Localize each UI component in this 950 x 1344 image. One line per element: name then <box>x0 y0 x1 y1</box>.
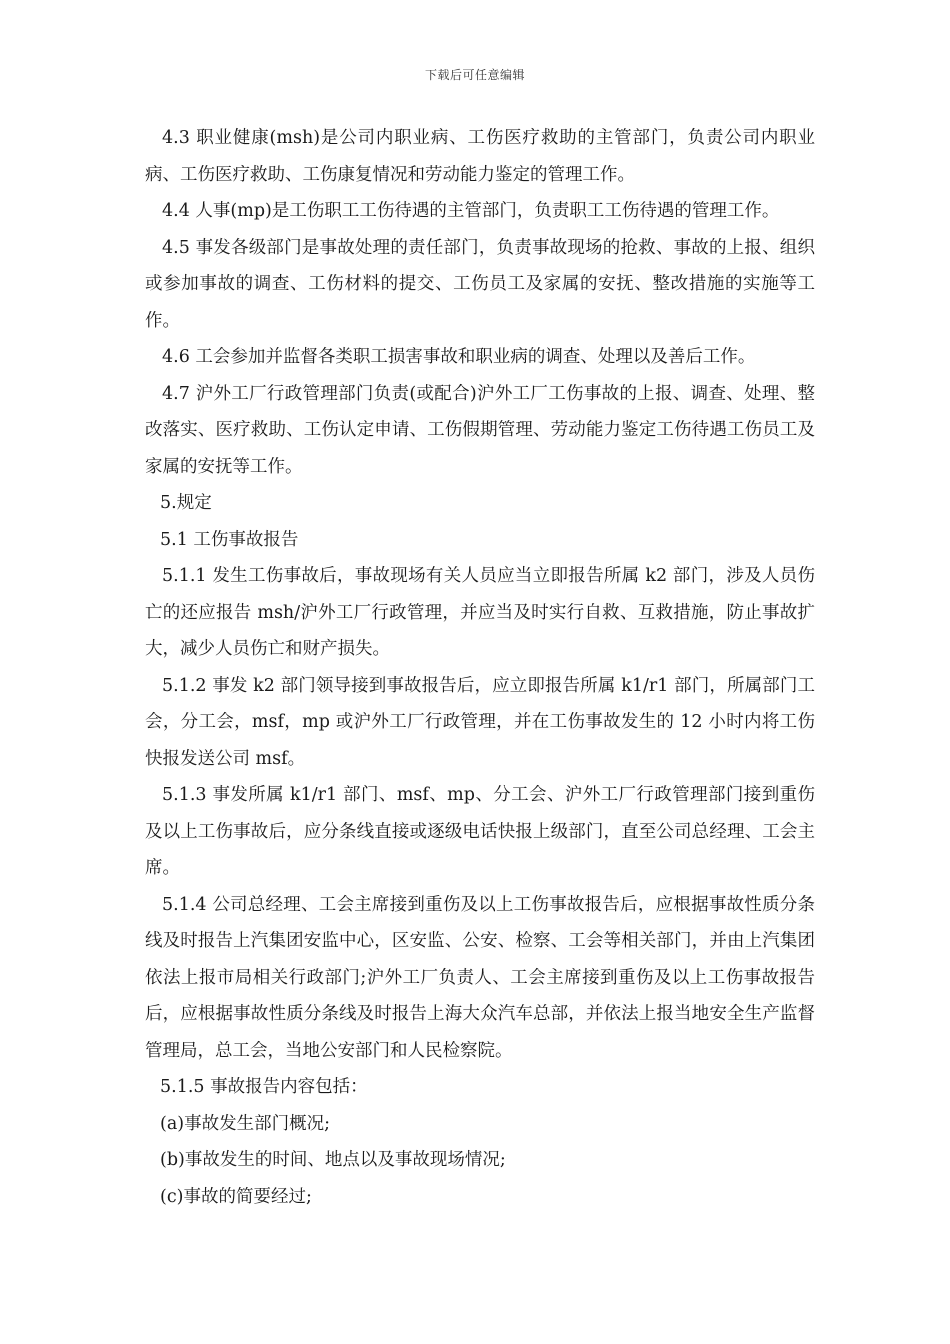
paragraph-4-5: 4.5 事发各级部门是事故处理的责任部门，负责事故现场的抢救、事故的上报、组织或参加事故的调查、工伤材料的提交、工伤员工及家属的安抚、整改措施的实施等工作。 <box>145 237 815 331</box>
paragraph-5-1-4: 5.1.4 公司总经理、工会主席接到重伤及以上工伤事故报告后，应根据事故性质分条线及时报告上汽集团安监中心，区安监、公安、检察、工会等相关部门，并由上汽集团依法上报市局相关行政部门;沪外工厂负责人、工会主席接到重伤及以上工伤事故报告后，应根据事故性质分条线及时报告上海大众汽车总部，并依法上报当地安全生产监督管理局，总工会，当地公安部门和人民检察院。 <box>145 894 815 1061</box>
paragraph-4-4: 4.4 人事(mp)是工伤职工工伤待遇的主管部门，负责职工工伤待遇的管理工作。 <box>162 201 780 221</box>
page-header-note: 下载后可任意编辑 <box>424 68 525 82</box>
paragraph-4-3: 4.3 职业健康(msh)是公司内职业病、工伤医疗救助的主管部门，负责公司内职业病、工伤医疗救助、工伤康复情况和劳动能力鉴定的管理工作。 <box>145 128 815 185</box>
list-item-c: (c)事故的简要经过; <box>160 1186 312 1207</box>
paragraph-5-1-5: 5.1.5 事故报告内容包括： <box>160 1077 368 1097</box>
paragraph-5-1-3: 5.1.3 事发所属 k1/r1 部门、msf、mp、分工会、沪外工厂行政管理部门接到重伤及以上工伤事故后，应分条线直接或逐级电话快报上级部门，直至公司总经理、工会主席。 <box>145 785 815 878</box>
paragraph-5-1-2: 5.1.2 事发 k2 部门领导接到事故报告后，应立即报告所属 k1/r1 部门，所属部门工会，分工会，msf，mp 或沪外工厂行政管理，并在工伤事故发生的 12 小时内将工伤快报发送公司 msf。 <box>145 675 815 769</box>
section-heading-5: 5.规定 <box>160 493 212 513</box>
document-body <box>145 120 815 1215</box>
paragraph-4-7: 4.7 沪外工厂行政管理部门负责(或配合)沪外工厂工伤事故的上报、调查、处理、整改落实、医疗救助、工伤认定申请、工伤假期管理、劳动能力鉴定工伤待遇工伤员工及家属的安抚等工作。 <box>145 383 815 477</box>
paragraph-5-1-1: 5.1.1 发生工伤事故后，事故现场有关人员应当立即报告所属 k2 部门，涉及人员伤亡的还应报告 msh/沪外工厂行政管理，并应当及时实行自救、互救措施，防止事故扩大，减少人员伤亡和财产损失。 <box>145 566 815 659</box>
section-heading-5-1: 5.1 工伤事故报告 <box>160 529 299 550</box>
list-item-b: (b)事故发生的时间、地点以及事故现场情况; <box>160 1150 506 1170</box>
list-item-a: (a)事故发生部门概况; <box>160 1113 330 1134</box>
paragraph-4-6: 4.6 工会参加并监督各类职工损害事故和职业病的调查、处理以及善后工作。 <box>162 347 756 367</box>
